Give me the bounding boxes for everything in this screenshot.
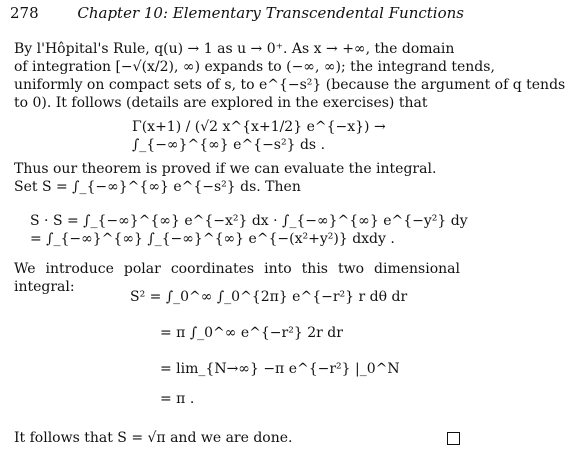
equation-line: S² = ∫_0^∞ ∫_0^{2π} e^{−r²} r dθ dr (130, 289, 408, 305)
conclusion-text: It follows that S = √π and we are done. (14, 430, 293, 446)
text-line: Thus our theorem is proved if we can evaluate the integral. (14, 161, 437, 177)
text-line: uniformly on compact sets of s, to e^{−s²} (because the argument of q tends (14, 77, 565, 93)
chapter-title: Chapter 10: Elementary Transcendental Functions (77, 4, 464, 22)
text-line: to 0). It follows (details are explored in the exercises) that (14, 95, 428, 111)
text-line: of integration [−√(x/2), ∞) expands to (−∞, ∞); the integrand tends, (14, 59, 495, 75)
equation-polar-derivation (130, 288, 407, 408)
equation-line: = π ∫_0^∞ e^{−r²} 2r dr (160, 325, 343, 341)
page-number: 278 (10, 4, 39, 22)
page-header (10, 4, 464, 24)
text-line: By l'Hôpital's Rule, q(u) → 1 as u → 0⁺. As x → +∞, the domain (14, 41, 455, 57)
paragraph-lhopital (14, 40, 565, 112)
paragraph-polar: We introduce polar coordinates into this two dimensional integral: (14, 261, 460, 295)
equation-line: = π . (160, 391, 195, 407)
conclusion-line (14, 430, 460, 446)
paragraph-theorem (14, 160, 460, 196)
equation-line: = lim_{N→∞} −π e^{−r²} |_0^N (160, 361, 400, 377)
equation-s-squared-product: S · S = ∫_{−∞}^{∞} e^{−x²} dx · ∫_{−∞}^{∞} e^{−y²} dy = ∫_{−∞}^{∞} ∫_{−∞}^{∞} e^{−(x²+y²)} dxdy . (30, 213, 468, 247)
text-line: Set S = ∫_{−∞}^{∞} e^{−s²} ds. Then (14, 179, 301, 195)
qed-box-icon (447, 432, 460, 445)
equation-gamma-limit: Γ(x+1) / (√2 x^{x+1/2} e^{−x}) → ∫_{−∞}^{∞} e^{−s²} ds . (132, 119, 386, 153)
